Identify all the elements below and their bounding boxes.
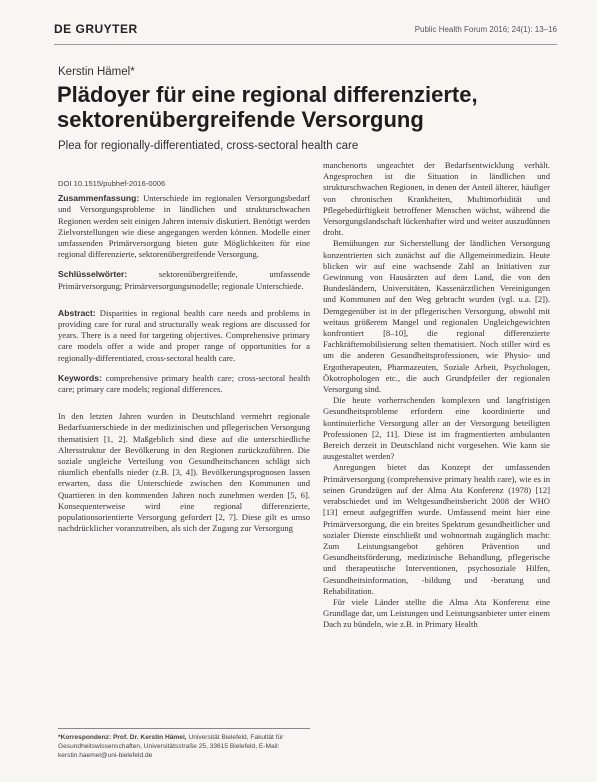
keywords-text: comprehensive primary health care; cross-sectoral health care; primary care models; regional differences. [58,372,310,395]
article-subtitle: Plea for regionally-differentiated, cross-sectoral health care [58,140,359,152]
body-paragraph-5: Für viele Länder stellte die Alma Ata Konferenz eine Grundlage dar, um Leistungen und Leistungsanbieter unter einem Dach zu bündeln, wie z.B. in Primary Health [323,596,550,630]
publisher-logo: DE GRUYTER [54,22,138,36]
running-header [54,20,557,45]
abstract [58,308,310,364]
abstract-label: Abstract: [58,307,96,318]
schluesselwoerter-text: sektorenübergreifende, umfassende Primärversorgung; Primärversorgungsmodelle; regionale Unterschiede. [58,269,310,291]
body-paragraph-3: Die heute vorherrschenden komplexen und langfristigen Gesundheitsprobleme erfordern eine koordinierte und kontinuierliche Versorgung aller an der Versorgung beteiligten Professionen [2, 11]. Diese ist im fragmentierten ambulanten Bereich derzeit in Deutschland nicht vorgesehen. Wie kann sie ausgestaltet werden? [323,395,550,462]
correspondence-footnote [58,728,310,760]
body-paragraph-1: manchenorts ungeachtet der Bedarfsentwicklung verhält. Angesprochen ist die Situation in ländlichen und strukturschwachen Regionen, in denen der Anteil älterer, häufiger von chronischen Krankheiten, Multimorbidität und Pflegebedürftigkeit betroffener Menschen wächst, während die Versorgungslandschaft lückenhafter wird und weiter auszudünnen droht. [323,160,550,238]
right-column [323,160,550,631]
schluesselwoerter [58,269,310,291]
journal-citation: Public Health Forum 2016; 24(1): 13–16 [414,25,557,34]
body-paragraph: In den letzten Jahren wurden in Deutschland vermehrt regionale Bedarfsunterschiede in der medizinischen und pflegerischen Versorgung thematisiert [1, 2]. Maßgeblich sind diese auf die unterschiedliche Altersstruktur der Bevölkerung in den Regionen zurückzuführen. Die soziale ungleiche Verteilung von Gesundheitschancen schlägt sich räumlich ebenfalls nieder (z.B. [3, 4]). Bevölkerungsprognosen lassen erwarten, dass die Unterschiede zwischen den Kommunen und Quartieren in den kommenden Jahren noch zunehmen werden [5, 6]. Konsequenterweise wird eine regional differenzierte, populationsorientierte Versorgung gefordert [2, 7]. Diese gilt es umso nachdrücklicher voranzutreiben, als sich der Zugang zur Versorgung [58,411,310,534]
zusammenfassung-label: Zusammenfassung: [58,193,140,204]
body-paragraph-4: Anregungen bietet das Konzept der umfassenden Primärversorgung (comprehensive primary health care), wie es in seinen Grundzügen auf der Alma Ata Konferenz (1978) [12] verabschiedet und im Weltgesundheitsbericht 2008 der WHO [13] erneut aufgegriffen wurde. Umfassend meint hier eine Primärversorgung, die ein breites Spektrum gesundheitlicher und sozialer Dienste einschließt und wohnortnah zugänglich macht: Zum Leistungsangebot gehören Prävention und Gesundheitsförderung, medizinische Behandlung, pflegerische und therapeutische Interventionen, psychosoziale Hilfen, Gesundheitsinformation, -bildung und -beratung und Rehabilitation. [323,462,550,596]
footnote-text: Universität Bielefeld, Fakultät für Gesundheitswissenschaften, Universitätsstraße 25, 33615 Bielefeld, E-Mail: kerstin.haemel@uni-bielefeld.de [58,734,284,759]
keywords-label: Keywords: [58,372,102,383]
abstract-text: Disparities in regional health care needs and problems in providing care for rural and structurally weak regions are discussed for years. There is a need for targeting objectives. Comprehensive primary care models offer a wide and proper range of opportunities for a regionally-differentiated, cross-sectoral health care. [58,307,310,363]
article-author: Kerstin Hämel* [58,66,135,78]
footnote-label: *Korrespondenz: Prof. Dr. Kerstin Hämel, [58,734,187,741]
zusammenfassung-text: Unterschiede im regionalen Versorgungsbedarf und Versorgungsprobleme in ländlichen und strukturschwachen Regionen werden seit einigen Jahren intensiv diskutiert. Benötigt werden Zielvorstellungen wie diese angegangen werden können. Modelle einer umfassenden Primärversorgung bieten gute Möglichkeiten für eine regional differenzierte, sektorenübergreifende Versorgung. [58,193,310,260]
keywords [58,373,310,395]
article-title: Plädoyer für eine regional differenzierte, sektorenübergreifende Versorgung [57,82,478,132]
schluesselwoerter-label: Schlüsselwörter: [58,269,128,280]
doi: DOI 10.1515/pubhef-2016-0006 [58,179,166,188]
zusammenfassung [58,193,310,260]
body-paragraph-2: Bemühungen zur Sicherstellung der ländlichen Versorgung konzentrierten sich zunächst auf die Allgemeinmedizin. Heute blicken wir auf eine wachsende Zahl an Initiativen zur Gewinnung von Hausärzten auf dem Land, die von den Bundesländern, Universitäten, Kassenärztlichen Vereinigungen und Kommunen auf den Weg gebracht wurden (vgl. u.a. [2]). Demgegenüber ist in der pflegerischen Versorgung, obwohl mit weitaus größerem Mangel und regionalen Ungleichgewichten konfrontiert [8–10], die regional differenzierte Fachkräftemobilisierung selten thematisiert. Noch stiller wird es um die anderen Gesundheitsprofessionen, wie Physio- und Ergotherapeuten, Pharmazeuten, Soziale Arbeit, Psychologen, Ökotrophologen etc., die auch Grundpfeiler der regionalen Versorgung sind. [323,238,550,395]
left-column [58,178,310,534]
